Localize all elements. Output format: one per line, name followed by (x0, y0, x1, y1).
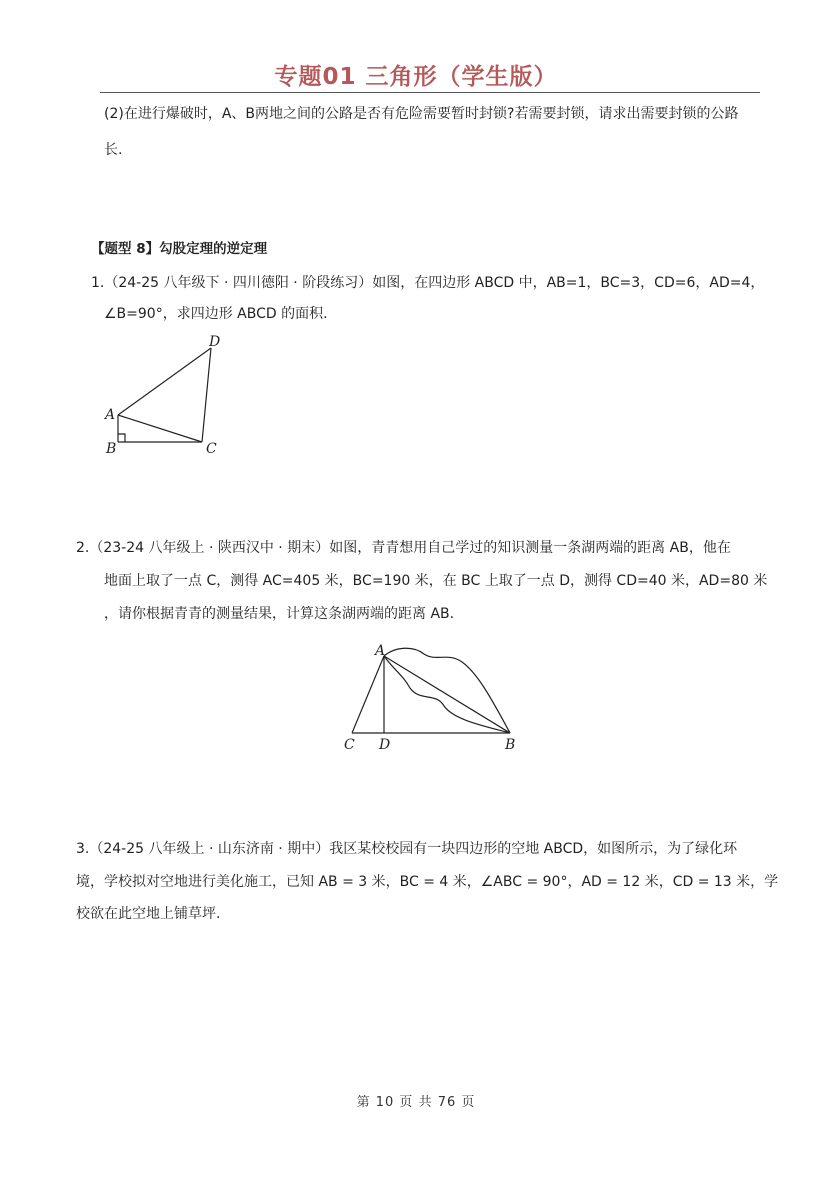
question-3-line-3: 校欲在此空地上铺草坪. (76, 906, 221, 922)
prev-question-line-2: 长. (104, 142, 123, 158)
question-1-line-2: ∠B=90°，求四边形 ABCD 的面积. (104, 306, 328, 322)
prev-question-line-1: (2)在进行爆破时，A、B两地之间的公路是否有危险需要暂时封锁?若需要封锁，请求出需要封锁的公路 (104, 106, 739, 122)
page-title: 专题01 三角形（学生版） (274, 64, 558, 90)
question-2-figure (336, 640, 526, 756)
page-number: 第 10 页 共 76 页 (356, 1095, 476, 1110)
segment-cd (202, 348, 211, 442)
segment-ab (384, 656, 510, 733)
question-2-line-1: 2.（23-24 八年级上 · 陕西汉中 · 期末）如图，青青想用自己学过的知识测量一条湖两端的距离 AB，他在 (76, 540, 731, 556)
question-3-line-1: 3.（24-25 八年级上 · 山东济南 · 期中）我区某校校园有一块四边形的空地 ABCD，如图所示，为了绿化环 (76, 841, 738, 857)
label-c: C (206, 441, 217, 457)
right-angle-mark (118, 434, 125, 442)
question-3-line-2: 境，学校拟对空地进行美化施工，已知 AB = 3 米，BC = 4 米，∠ABC = 90°，AD = 12 米，CD = 13 米，学 (76, 874, 779, 890)
label-b: B (505, 737, 516, 753)
question-2-line-2: 地面上取了一点 C，测得 AC=405 米，BC=190 米，在 BC 上取了一点 D，测得 CD=40 米，AD=80 米 (104, 573, 768, 589)
section-heading: 【题型 8】勾股定理的逆定理 (91, 241, 268, 257)
question-1-figure (96, 330, 236, 462)
segment-ca (352, 656, 384, 733)
lake-upper-bank (384, 648, 510, 733)
label-d: D (209, 334, 221, 350)
label-d: D (379, 737, 391, 753)
header-divider (100, 92, 760, 93)
question-1-line-1: 1.（24-25 八年级下 · 四川德阳 · 阶段练习）如图，在四边形 ABCD 中，AB=1，BC=3，CD=6，AD=4， (91, 275, 765, 291)
label-a: A (105, 407, 116, 423)
segment-da (118, 348, 211, 415)
label-b: B (106, 441, 117, 457)
label-a: A (375, 643, 386, 659)
question-2-line-3: ，请你根据青青的测量结果，计算这条湖两端的距离 AB. (104, 606, 455, 622)
label-c: C (344, 737, 355, 753)
segment-ac (118, 415, 202, 442)
